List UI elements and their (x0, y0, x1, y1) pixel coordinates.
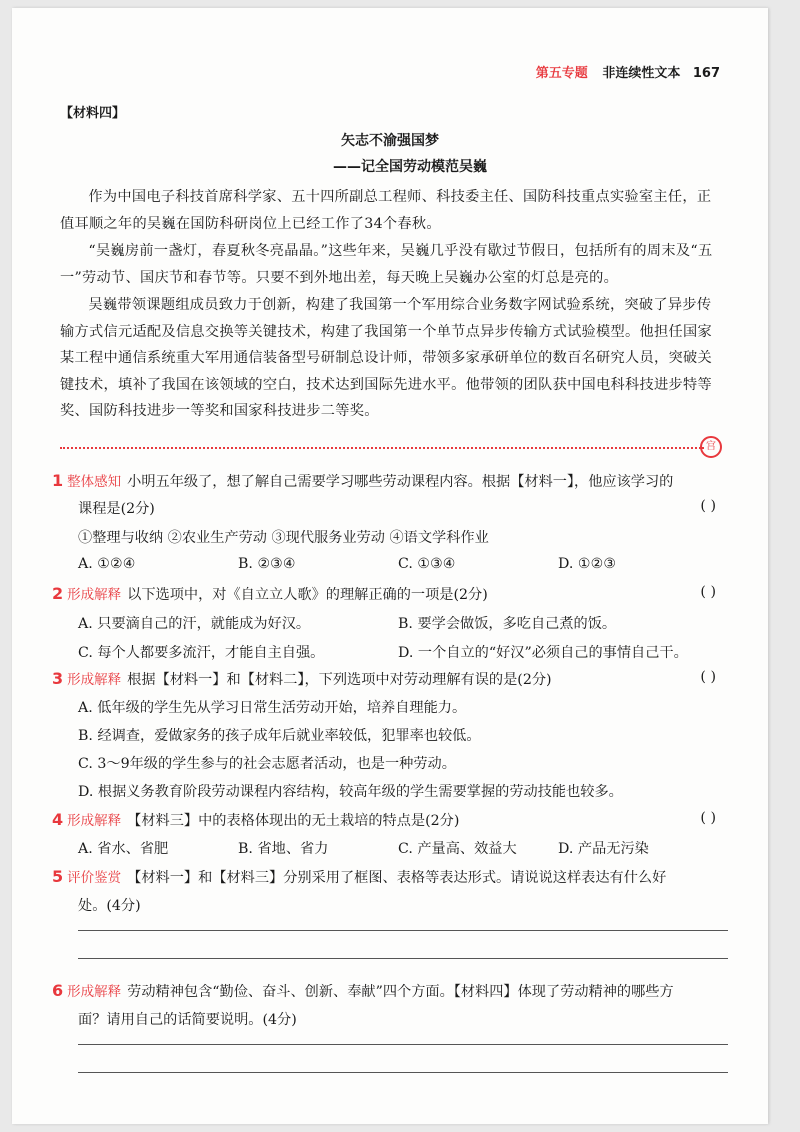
header-topic: 非连续性文本 (602, 66, 681, 81)
option-1d[interactable]: D. ①②③ (558, 556, 617, 572)
question-text: 小明五年级了，想了解自己需要学习哪些劳动课程内容。根据【材料一】，他应该学习的 (127, 474, 674, 490)
answer-bracket-3[interactable]: ( ) (700, 669, 716, 685)
question-1-text-cont: 课程是(2分) (78, 501, 155, 517)
answer-line[interactable] (78, 1044, 728, 1045)
option-4c[interactable]: C. 产量高、效益大 (398, 841, 517, 857)
option-1b[interactable]: B. ②③④ (238, 556, 296, 572)
article-subtitle: ——记全国劳动模范吴巍 (333, 159, 487, 175)
worksheet-page (12, 8, 768, 1124)
question-number: 2 (52, 584, 64, 603)
seal-icon: 宫 (700, 436, 722, 458)
option-4d[interactable]: D. 产品无污染 (558, 841, 649, 857)
option-3d[interactable]: D. 根据义务教育阶段劳动课程内容结构，较高年级的学生需要掌握的劳动技能也较多。 (78, 784, 623, 800)
question-text: 【材料一】和【材料三】分别采用了框图、表格等表达形式。请说说这样表达有什么好 (127, 870, 667, 886)
option-4b[interactable]: B. 省地、省力 (238, 841, 329, 857)
option-3c[interactable]: C. 3～9年级的学生参与的社会志愿者活动，也是一种劳动。 (78, 756, 456, 772)
paragraph-2: “吴巍房前一盏灯，春夏秋冬亮晶晶。”这些年来，吴巍几乎没有歇过节假日，包括所有的周末及“五一”劳动节、国庆节和春节等。只要不到外地出差，每天晚上吴巍办公室的灯总是亮的。 (60, 243, 713, 286)
page-number: 167 (692, 66, 720, 81)
question-5-text-cont: 处。(4分) (78, 898, 141, 914)
question-6-text-cont: 面？请用自己的话简要说明。(4分) (78, 1012, 297, 1028)
option-2d[interactable]: D. 一个自立的“好汉”必须自己的事情自己干。 (398, 645, 688, 661)
answer-line[interactable] (78, 930, 728, 931)
question-3 (52, 668, 552, 689)
question-text: 以下选项中，对《自立立人歌》的理解正确的一项是(2分) (127, 587, 488, 603)
question-tag: 形成解释 (67, 672, 122, 688)
question-number: 1 (52, 471, 64, 490)
option-1c[interactable]: C. ①③④ (398, 556, 456, 572)
option-2b[interactable]: B. 要学会做饭，多吃自己煮的饭。 (398, 616, 617, 632)
answer-bracket-2[interactable]: ( ) (700, 584, 716, 600)
question-number: 6 (52, 981, 64, 1000)
article-title: 矢志不渝强国梦 (341, 133, 439, 149)
question-6 (52, 980, 674, 1001)
answer-bracket-4[interactable]: ( ) (700, 810, 716, 826)
question-1 (52, 470, 673, 491)
question-number: 5 (52, 867, 64, 886)
option-3b[interactable]: B. 经调查，爱做家务的孩子成年后就业率较低，犯罪率也较低。 (78, 728, 481, 744)
material-label: 【材料四】 (60, 106, 126, 121)
question-text: 根据【材料一】和【材料二】，下列选项中对劳动理解有误的是(2分) (127, 672, 552, 688)
answer-line[interactable] (78, 1072, 728, 1073)
question-text: 劳动精神包含“勤俭、奋斗、创新、奉献”四个方面。【材料四】体现了劳动精神的哪些方 (127, 984, 674, 1000)
paragraph-3: 吴巍带领课题组成员致力于创新，构建了我国第一个军用综合业务数字网试验系统，突破了异步传输方式信元适配及信息交换等关键技术，构建了我国第一个单节点异步传输方式试验模型。他担任国家某工程中通信系统重大军用通信装备型号研制总设计师，带领多家承研单位的数百名研究人员，突破关键技术，填补了我国在该领域的空白，技术达到国际先进水平。他带领的团队获中国电科科技进步特等奖、国防科技进步一等奖和国家科技进步二等奖。 (60, 297, 712, 419)
question-tag: 整体感知 (67, 474, 122, 490)
option-4a[interactable]: A. 省水、省肥 (78, 841, 169, 857)
question-tag: 形成解释 (67, 984, 122, 1000)
option-3a[interactable]: A. 低年级的学生先从学习日常生活劳动开始，培养自理能力。 (78, 700, 467, 716)
question-5 (52, 866, 666, 887)
page-header (536, 62, 720, 81)
answer-bracket-1[interactable]: ( ) (700, 498, 716, 514)
question-tag: 形成解释 (67, 587, 122, 603)
section-divider (60, 447, 704, 449)
question-number: 4 (52, 810, 64, 829)
question-text: 【材料三】中的表格体现出的无土栽培的特点是(2分) (127, 813, 460, 829)
question-4 (52, 809, 459, 830)
option-2a[interactable]: A. 只要滴自己的汗，就能成为好汉。 (78, 616, 311, 632)
option-1a[interactable]: A. ①②④ (78, 556, 136, 572)
question-tag: 形成解释 (67, 813, 122, 829)
question-2 (52, 583, 488, 604)
question-number: 3 (52, 669, 64, 688)
question-1-items: ①整理与收纳 ②农业生产劳动 ③现代服务业劳动 ④语文学科作业 (78, 530, 489, 546)
header-section: 第五专题 (535, 66, 588, 81)
option-2c[interactable]: C. 每个人都要多流汗，才能自主自强。 (78, 645, 325, 661)
answer-line[interactable] (78, 958, 728, 959)
question-tag: 评价鉴赏 (67, 870, 122, 886)
paragraph-1: 作为中国电子科技首席科学家、五十四所副总工程师、科技委主任、国防科技重点实验室主任，正值耳顺之年的吴巍在国防科研岗位上已经工作了34个春秋。 (60, 189, 712, 232)
